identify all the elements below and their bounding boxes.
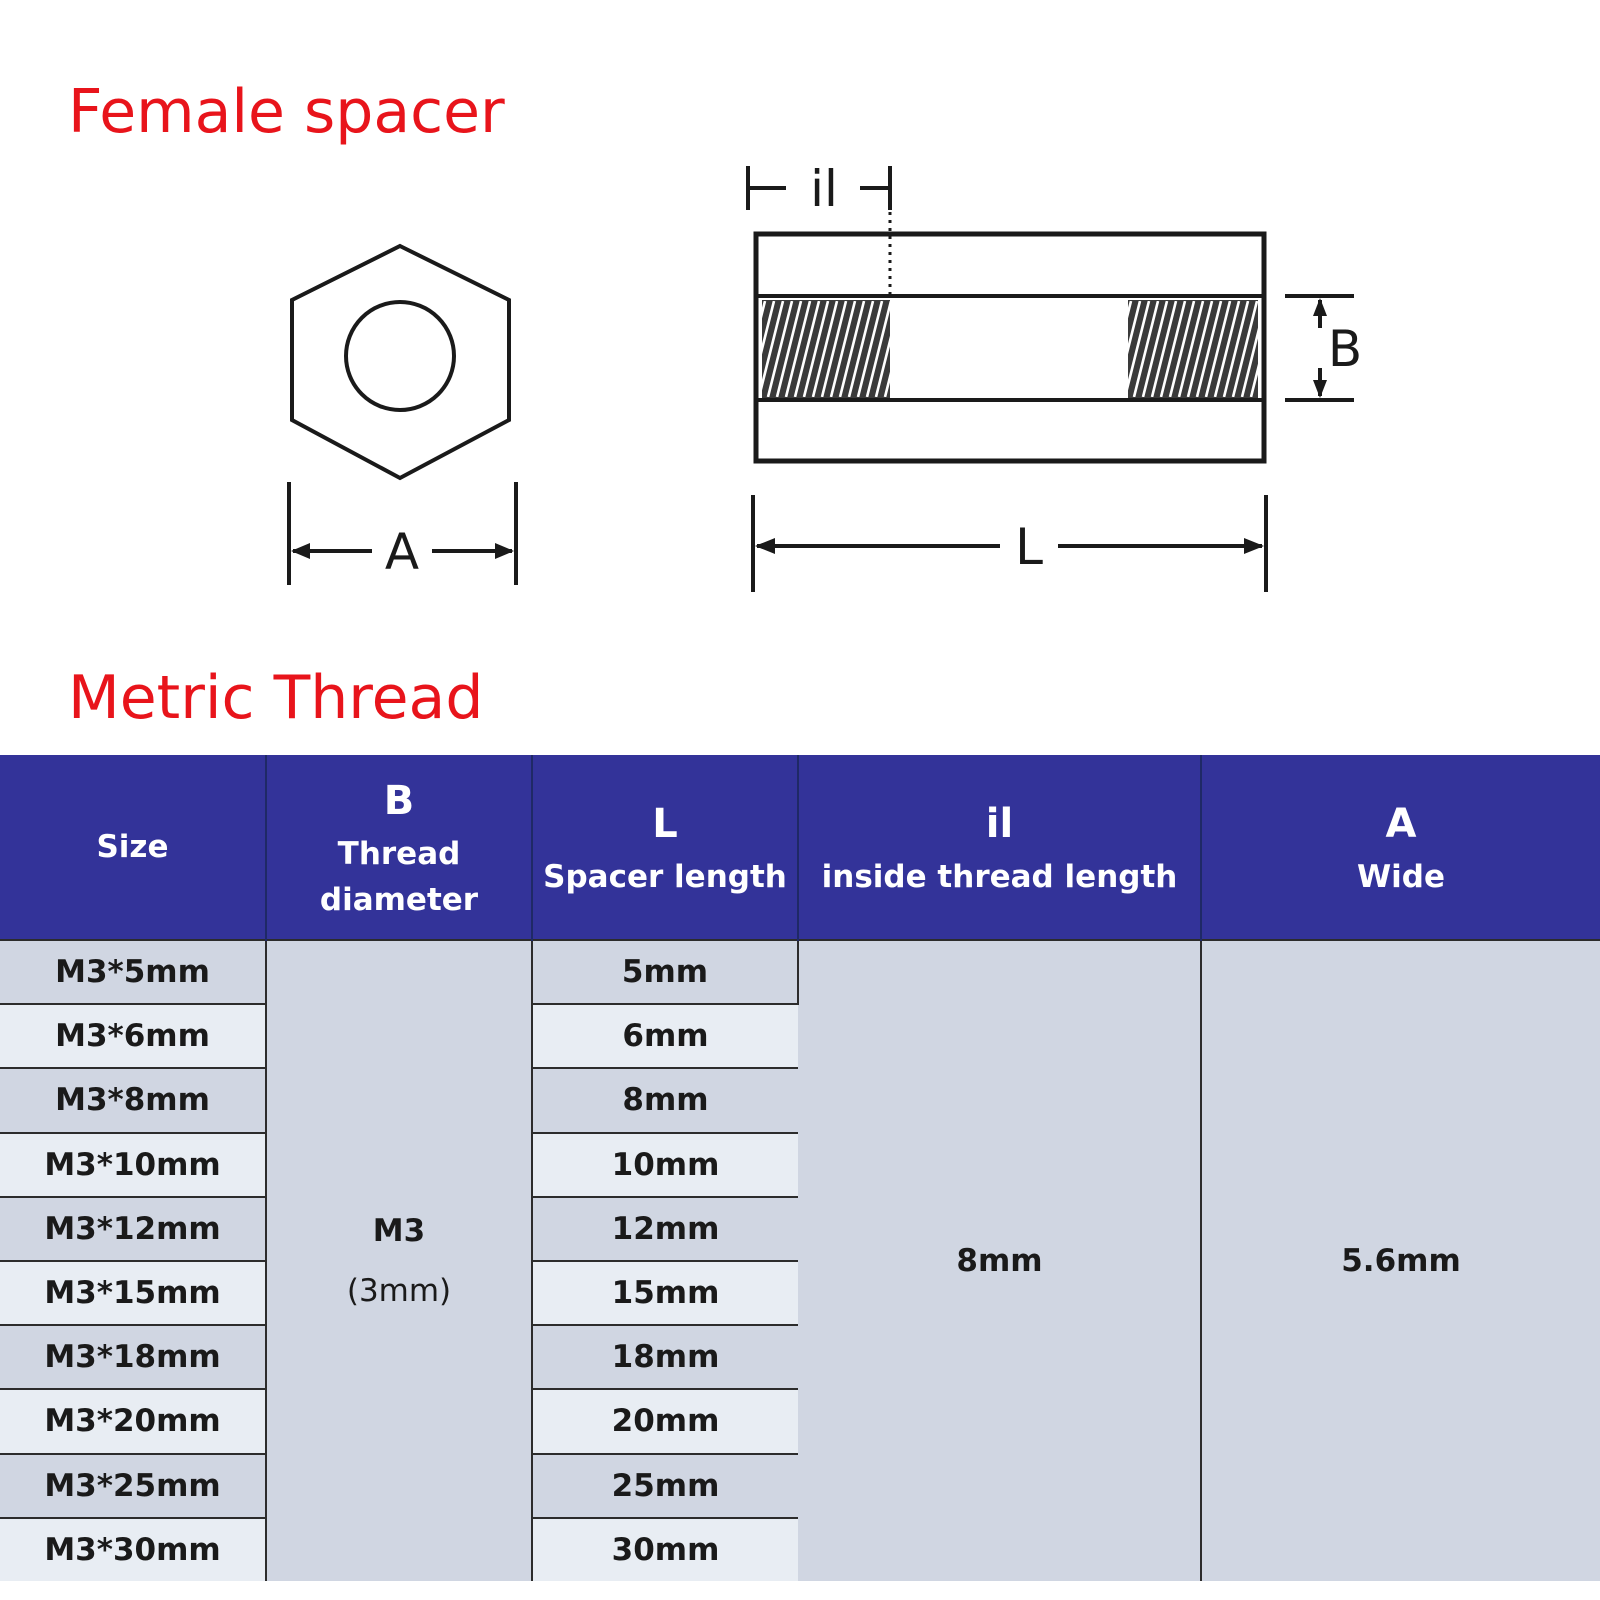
dimension-a-left-arrow xyxy=(291,543,310,559)
thread-diameter-value: M3 xyxy=(372,1213,426,1249)
wide-cell: 5.6mm xyxy=(1201,940,1600,1581)
spacer-length-cell: 10mm xyxy=(532,1133,798,1197)
size-cell: M3*6mm xyxy=(0,1004,266,1068)
spacer-length-cell: 20mm xyxy=(532,1389,798,1453)
dimension-b-bottom-arrow xyxy=(1313,380,1327,398)
size-cell: M3*12mm xyxy=(0,1197,266,1261)
spacer-length-cell: 6mm xyxy=(532,1004,798,1068)
header-thread-diameter xyxy=(266,755,532,940)
spacer-side-view xyxy=(730,150,1430,620)
thread-hatch-line xyxy=(732,301,756,397)
spacer-length-cell: 25mm xyxy=(532,1454,798,1518)
thread-hatch-line xyxy=(1098,301,1122,397)
dimension-b-label: B xyxy=(1327,320,1363,378)
size-cell: M3*15mm xyxy=(0,1261,266,1325)
hex-outline xyxy=(292,246,509,478)
header-size-label: Size xyxy=(96,829,169,865)
header-wide xyxy=(1201,755,1600,940)
header-spacer-length-letter: L xyxy=(652,801,678,847)
header-thread-diameter-label: Thread diameter xyxy=(319,836,479,918)
hex-end-view xyxy=(260,220,560,620)
dimension-a-label: A xyxy=(384,523,420,581)
header-size xyxy=(0,755,266,940)
right-thread-hatch xyxy=(1098,300,1284,398)
spacer-length-cell: 8mm xyxy=(532,1068,798,1132)
female-spacer-heading: Female spacer xyxy=(68,77,505,147)
header-wide-label: Wide xyxy=(1356,859,1446,895)
metric-thread-heading: Metric Thread xyxy=(68,663,484,733)
dimension-b-top-arrow xyxy=(1313,298,1327,316)
spacer-length-cell: 30mm xyxy=(532,1518,798,1581)
spacer-length-cell: 5mm xyxy=(532,940,798,1004)
inside-thread-length-cell: 8mm xyxy=(798,940,1201,1581)
size-cell: M3*10mm xyxy=(0,1133,266,1197)
size-cell: M3*20mm xyxy=(0,1389,266,1453)
spacer-length-cell: 15mm xyxy=(532,1261,798,1325)
header-inside-thread-length-label: inside thread length xyxy=(821,859,1178,895)
spec-table xyxy=(0,755,1600,1581)
spacer-length-cell: 12mm xyxy=(532,1197,798,1261)
size-cell: M3*30mm xyxy=(0,1518,266,1581)
dimension-l-left-arrow xyxy=(755,538,775,554)
thread-diameter-cell xyxy=(266,940,532,1581)
dimension-a-right-arrow xyxy=(495,543,514,559)
header-wide-letter: A xyxy=(1385,801,1417,847)
dimension-l-right-arrow xyxy=(1244,538,1264,554)
thread-hatch-line xyxy=(741,301,765,397)
dimension-l-label: L xyxy=(1015,518,1043,576)
spacer-length-cell: 18mm xyxy=(532,1325,798,1389)
table-row xyxy=(0,940,1600,1004)
thread-hatch-line xyxy=(1107,301,1131,397)
thread-diameter-mm: (3mm) xyxy=(346,1273,452,1309)
size-cell: M3*5mm xyxy=(0,940,266,1004)
header-spacer-length xyxy=(532,755,798,940)
size-cell: M3*25mm xyxy=(0,1454,266,1518)
table-header-row xyxy=(0,755,1600,940)
dimension-il-label: il xyxy=(810,160,838,218)
size-cell: M3*18mm xyxy=(0,1325,266,1389)
header-spacer-length-label: Spacer length xyxy=(543,859,787,895)
header-thread-diameter-letter: B xyxy=(383,778,415,824)
left-thread-hatch xyxy=(732,300,918,398)
table-body xyxy=(0,940,1600,1581)
size-cell: M3*8mm xyxy=(0,1068,266,1132)
header-inside-thread-length xyxy=(798,755,1201,940)
thread-hatch-line xyxy=(894,301,918,397)
thread-hole xyxy=(346,302,454,410)
header-inside-thread-length-letter: il xyxy=(985,801,1014,847)
